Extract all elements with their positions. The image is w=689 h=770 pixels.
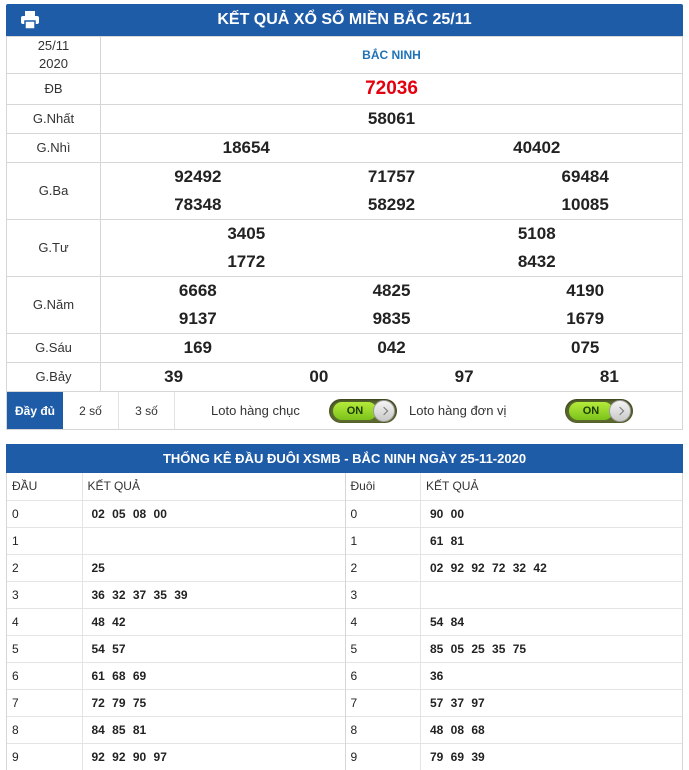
date-day: 25/11 <box>37 38 70 53</box>
row-values: 48 42 <box>82 608 345 635</box>
row-values: 72 79 75 <box>82 689 345 716</box>
row-values <box>82 527 345 554</box>
prize-number: 9835 <box>372 309 411 328</box>
seventh-prize-row <box>101 363 682 391</box>
results-header <box>6 4 683 36</box>
row-key: 9 <box>346 743 421 770</box>
row-values <box>421 581 683 608</box>
toggle-knob-icon <box>609 400 631 422</box>
row-key: 2 <box>346 554 421 581</box>
option-two-digits[interactable]: 2 số <box>63 392 119 429</box>
prize-label-g3: G.Ba <box>7 163 101 220</box>
stats-title: THỐNG KÊ ĐẦU ĐUÔI XSMB - BẮC NINH NGÀY 25-11-2020 <box>6 444 683 473</box>
prize-label-db: ĐB <box>7 74 101 105</box>
row-key: 3 <box>346 581 421 608</box>
prize-number: 3405 <box>227 224 266 243</box>
table-row <box>346 716 683 743</box>
table-row <box>7 635 345 662</box>
table-row <box>346 635 683 662</box>
row-values: 36 <box>421 662 683 689</box>
prize-number: 39 <box>164 367 184 386</box>
special-prize: 72036 <box>101 74 683 105</box>
row-key: 0 <box>346 500 421 527</box>
table-row <box>7 581 345 608</box>
row-key: 4 <box>346 608 421 635</box>
row-key: 4 <box>7 608 82 635</box>
table-row <box>346 581 683 608</box>
print-icon[interactable] <box>20 11 40 29</box>
table-row <box>7 743 345 770</box>
prize-number: 5108 <box>517 224 556 243</box>
prize-label-g5: G.Năm <box>7 277 101 334</box>
row-key: 5 <box>7 635 82 662</box>
row-values: 84 85 81 <box>82 716 345 743</box>
table-row <box>346 743 683 770</box>
row-key: 8 <box>346 716 421 743</box>
row-values: 61 68 69 <box>82 662 345 689</box>
row-values: 57 37 97 <box>421 689 683 716</box>
row-key: 3 <box>7 581 82 608</box>
prize-number: 18654 <box>222 138 270 157</box>
prize-number: 1679 <box>566 309 605 328</box>
toggle-on-label: ON <box>333 402 377 420</box>
row-values: 02 05 08 00 <box>82 500 345 527</box>
prize-label-g2: G.Nhì <box>7 134 101 163</box>
row-values: 54 57 <box>82 635 345 662</box>
results-panel <box>6 4 683 430</box>
prize-number: 075 <box>570 338 600 357</box>
date-cell <box>7 37 101 74</box>
row-values: 02 92 92 72 32 42 <box>421 554 683 581</box>
date-year: 2020 <box>39 56 68 71</box>
prize-number: 40402 <box>513 138 561 157</box>
prize-number: 78348 <box>174 195 222 214</box>
option-three-digits[interactable]: 3 số <box>119 392 175 429</box>
row-values: 48 08 68 <box>421 716 683 743</box>
table-row <box>346 662 683 689</box>
table-row <box>346 527 683 554</box>
prize-number: 6668 <box>178 281 217 300</box>
table-row <box>7 608 345 635</box>
table-row <box>7 689 345 716</box>
prize-number: 81 <box>599 367 619 386</box>
sixth-prize-row <box>101 334 682 362</box>
prize-label-g4: G.Tư <box>7 220 101 277</box>
prize-number: 97 <box>454 367 474 386</box>
third-prize-row <box>101 163 682 191</box>
prize-number: 00 <box>309 367 329 386</box>
prize-label-g1: G.Nhất <box>7 105 101 134</box>
row-key: 7 <box>346 689 421 716</box>
row-key: 6 <box>346 662 421 689</box>
table-row <box>346 608 683 635</box>
tail-stats <box>345 473 683 770</box>
results-table <box>6 36 683 392</box>
prize-number: 71757 <box>367 167 416 186</box>
stats-panel <box>6 444 683 770</box>
fourth-prize-row <box>101 220 682 248</box>
table-row <box>346 500 683 527</box>
loto-units-label: Loto hàng đơn vị <box>409 403 507 418</box>
prize-number: 92492 <box>174 167 222 186</box>
table-row <box>346 554 683 581</box>
table-row <box>7 500 345 527</box>
row-values: 90 00 <box>421 500 683 527</box>
prize-number: 10085 <box>561 195 609 214</box>
result-header: KẾT QUẢ <box>82 473 345 500</box>
prize-number: 69484 <box>561 167 609 186</box>
row-values: 85 05 25 35 75 <box>421 635 683 662</box>
fourth-prize-row <box>101 248 682 276</box>
second-prize-row <box>101 134 682 162</box>
loto-units-toggle[interactable] <box>565 399 633 423</box>
row-key: 2 <box>7 554 82 581</box>
loto-tens-toggle[interactable] <box>329 399 397 423</box>
toggle-knob-icon <box>373 400 395 422</box>
table-row <box>346 689 683 716</box>
table-row <box>7 716 345 743</box>
third-prize-row <box>101 191 682 219</box>
prize-number: 4190 <box>566 281 605 300</box>
prize-number: 9137 <box>178 309 217 328</box>
row-values: 36 32 37 35 39 <box>82 581 345 608</box>
prize-number: 8432 <box>517 252 556 271</box>
row-values: 61 81 <box>421 527 683 554</box>
prize-label-g6: G.Sáu <box>7 334 101 363</box>
table-row <box>7 554 345 581</box>
result-header: KẾT QUẢ <box>421 473 683 500</box>
table-row <box>7 527 345 554</box>
row-values: 92 92 90 97 <box>82 743 345 770</box>
prize-number: 4825 <box>372 281 411 300</box>
fifth-prize-row <box>101 277 682 305</box>
row-values: 79 69 39 <box>421 743 683 770</box>
prize-number: 042 <box>377 338 406 357</box>
option-full[interactable]: Đầy đủ <box>7 392 63 429</box>
results-title: KẾT QUẢ XỔ SỐ MIỀN BẮC 25/11 <box>217 11 472 28</box>
toggle-on-label: ON <box>569 402 613 420</box>
prize-number: 1772 <box>227 252 266 271</box>
row-key: 0 <box>7 500 82 527</box>
row-values: 25 <box>82 554 345 581</box>
prize-number: 169 <box>183 338 213 357</box>
dau-header: ĐẦU <box>7 473 82 500</box>
table-row <box>7 662 345 689</box>
loto-tens-label: Loto hàng chục <box>211 403 300 418</box>
display-options-bar <box>6 392 683 430</box>
row-key: 1 <box>7 527 82 554</box>
duoi-header: Đuôi <box>346 473 421 500</box>
prize-number: 58292 <box>367 195 416 214</box>
first-prize: 58061 <box>101 105 683 134</box>
row-key: 9 <box>7 743 82 770</box>
row-key: 1 <box>346 527 421 554</box>
row-key: 8 <box>7 716 82 743</box>
row-values: 54 84 <box>421 608 683 635</box>
province-name[interactable]: BẮC NINH <box>101 37 683 74</box>
row-key: 6 <box>7 662 82 689</box>
fifth-prize-row <box>101 305 682 333</box>
row-key: 5 <box>346 635 421 662</box>
head-stats <box>7 473 345 770</box>
prize-label-g7: G.Bảy <box>7 363 101 392</box>
row-key: 7 <box>7 689 82 716</box>
